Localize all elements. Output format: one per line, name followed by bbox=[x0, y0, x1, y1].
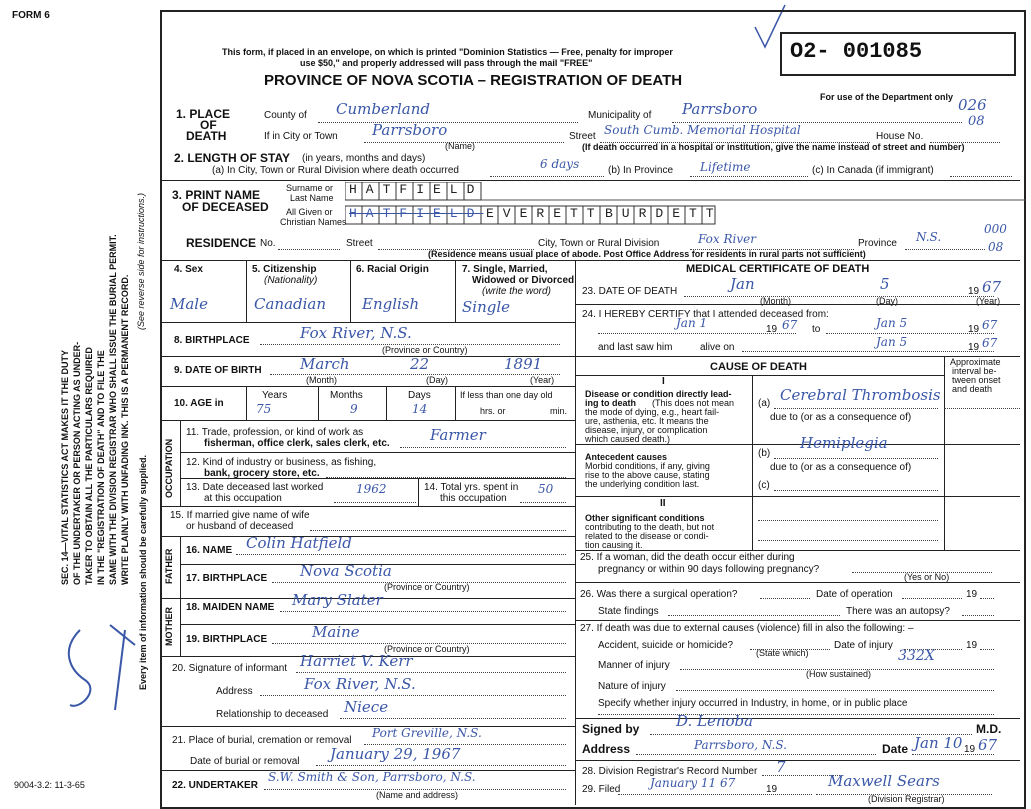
injury-19: 19 bbox=[966, 640, 978, 651]
last-saw-date[interactable]: Jan 5 bbox=[876, 335, 908, 349]
city-label: If in City or Town bbox=[264, 131, 338, 142]
disease-label-7: which caused death.) bbox=[585, 434, 671, 444]
last-saw-label: and last saw him bbox=[598, 342, 673, 353]
disease-label-4: the mode of dying, e.g., heart fail- bbox=[585, 407, 720, 417]
age-days-label: Days bbox=[408, 390, 431, 401]
woman-label-2: pregnancy or within 90 days following pregnancy? bbox=[598, 564, 820, 575]
from-19: 19 bbox=[766, 324, 778, 335]
relationship-value[interactable]: Niece bbox=[344, 698, 389, 716]
street-label: Street bbox=[569, 131, 596, 142]
side-text-2: OF THE UNDERTAKER OR PERSON ACTING AS UNDER- bbox=[72, 341, 82, 585]
sex-value[interactable]: Male bbox=[170, 295, 208, 313]
death-year-sub: (Year) bbox=[976, 296, 1001, 306]
to-label: to bbox=[812, 324, 821, 335]
other-label-2: contributing to the death, but not bbox=[585, 522, 715, 532]
burial-date-label: Date of burial or removal bbox=[190, 756, 300, 767]
side-text-8: Every item of information should be carefully supplied. bbox=[138, 454, 148, 690]
residence-city[interactable]: Fox River bbox=[698, 232, 756, 246]
filed-19: 19 bbox=[766, 784, 778, 795]
spouse-label-2: or husband of deceased bbox=[186, 521, 294, 532]
mail-notice-2: use $50," and properly addressed will pass through the mail "FREE" bbox=[300, 58, 593, 68]
stay-c-label: (c) In Canada (if immigrant) bbox=[812, 165, 934, 176]
less-label-1: If less than one day old bbox=[460, 390, 553, 400]
marital-value[interactable]: Single bbox=[462, 298, 511, 316]
city-name-sub: (Name) bbox=[445, 141, 476, 151]
medical-title: MEDICAL CERTIFICATE OF DEATH bbox=[686, 263, 870, 275]
burial-date[interactable]: January 29, 1967 bbox=[330, 745, 461, 763]
registrar-no-label: 28. Division Registrar's Record Number bbox=[582, 766, 758, 777]
undertaker-value[interactable]: S.W. Smith & Son, Parrsboro, N.S. bbox=[268, 770, 476, 784]
side-text-5: SAME WITH THE DIVISION REGISTRAR WHO SHALL ISSUE THE BURIAL PERMIT. bbox=[108, 234, 118, 585]
last-saw-year[interactable]: 67 bbox=[982, 336, 998, 350]
ink-mark bbox=[40, 610, 150, 720]
findings-label: State findings bbox=[598, 606, 659, 617]
nature-label: Nature of injury bbox=[598, 681, 666, 692]
citizenship-label: 5. Citizenship bbox=[252, 264, 317, 275]
dob-label: 9. DATE OF BIRTH bbox=[174, 365, 262, 376]
dob-year[interactable]: 1891 bbox=[504, 355, 543, 373]
cause-roman-2: II bbox=[660, 498, 666, 509]
other-label-3: related to the disease or condi- bbox=[585, 531, 709, 541]
attended-from[interactable]: Jan 1 bbox=[676, 316, 708, 330]
to-19: 19 bbox=[968, 324, 980, 335]
father-birthplace-sub: (Province or Country) bbox=[384, 582, 470, 592]
birthplace-label: 8. BIRTHPLACE bbox=[174, 335, 250, 346]
undertaker-label: 22. UNDERTAKER bbox=[172, 780, 258, 791]
age-months-label: Months bbox=[330, 390, 363, 401]
informant-sig[interactable]: Harriet V. Kerr bbox=[300, 652, 413, 670]
age-days[interactable]: 14 bbox=[412, 402, 428, 416]
surname-label-1: Surname or bbox=[286, 183, 334, 193]
less-label-3: min. bbox=[550, 406, 568, 416]
interval-label-2: interval be- bbox=[952, 366, 997, 376]
father-name[interactable]: Colin Hatfield bbox=[246, 534, 352, 552]
racial-label: 6. Racial Origin bbox=[356, 264, 429, 275]
cause-a-label: (a) bbox=[758, 398, 771, 409]
certify-label: 24. I HEREBY CERTIFY that I attended deceased from: bbox=[582, 309, 829, 320]
due-to-2: due to (or as a consequence of) bbox=[770, 462, 912, 473]
given-struck-value: HATFIELD bbox=[349, 206, 484, 221]
death-year[interactable]: 67 bbox=[982, 278, 1002, 296]
death-day-sub: (Day) bbox=[876, 296, 898, 306]
disease-label-5: ure, asthenia, etc. It means the bbox=[585, 416, 709, 426]
sig-date-label: Date bbox=[882, 742, 909, 756]
age-years[interactable]: 75 bbox=[256, 402, 272, 416]
mother-birthplace[interactable]: Maine bbox=[312, 623, 360, 641]
antecedent-label-2: Morbid conditions, if any, giving bbox=[585, 461, 710, 471]
relationship-label: Relationship to deceased bbox=[216, 709, 329, 720]
mother-birthplace-label: 19. BIRTHPLACE bbox=[186, 634, 268, 645]
surname-label-2: Last Name bbox=[290, 193, 334, 203]
residence-code-2: 08 bbox=[988, 240, 1004, 254]
residence-province[interactable]: N.S. bbox=[916, 230, 942, 244]
citizenship-sub: (Nationality) bbox=[264, 275, 318, 286]
father-side: FATHER bbox=[164, 548, 174, 584]
stay-a-label: (a) In City, Town or Rural Division where death occurred bbox=[212, 165, 459, 176]
sig-date[interactable]: Jan 10 bbox=[914, 734, 963, 752]
total-label-2: this occupation bbox=[440, 493, 507, 504]
mother-maiden-label: 18. MAIDEN NAME bbox=[186, 602, 275, 613]
stay-b-value[interactable]: Lifetime bbox=[700, 160, 751, 174]
racial-value[interactable]: English bbox=[362, 295, 420, 313]
age-label: 10. AGE in bbox=[174, 398, 224, 409]
disease-label-2: ing to death bbox=[585, 398, 636, 408]
footer-code: 9004-3.2: 11-3-65 bbox=[14, 780, 85, 790]
last-worked-value[interactable]: 1962 bbox=[356, 482, 387, 496]
dept-code-1: 026 bbox=[958, 96, 987, 114]
place-label-2: OF bbox=[200, 118, 217, 132]
dob-year-sub: (Year) bbox=[530, 375, 555, 385]
stay-sub: (in years, months and days) bbox=[302, 153, 426, 164]
injury-date-label: Date of injury bbox=[834, 640, 893, 651]
age-months[interactable]: 9 bbox=[350, 402, 358, 416]
informant-sig-label: 20. Signature of informant bbox=[172, 663, 288, 674]
manner-label: Manner of injury bbox=[598, 660, 670, 671]
manner-code: 332X bbox=[898, 648, 935, 664]
dept-code-2: 08 bbox=[968, 114, 985, 129]
how-sustained-sub: (How sustained) bbox=[806, 669, 872, 679]
residence-label: RESIDENCE bbox=[186, 236, 257, 250]
trade-label-1: 11. Trade, profession, or kind of work as bbox=[186, 427, 364, 438]
cause-b-value[interactable]: Hemiplegia bbox=[800, 434, 888, 452]
interval-label-3: tween onset bbox=[952, 375, 1001, 385]
last-worked-label-1: 13. Date deceased last worked bbox=[186, 482, 324, 493]
disease-label-6: disease, injury, or complication bbox=[585, 425, 708, 435]
state-which-sub: (State which) bbox=[756, 648, 809, 658]
marital-label-1: 7. Single, Married, bbox=[462, 264, 548, 275]
father-birthplace-label: 17. BIRTHPLACE bbox=[186, 573, 268, 584]
last-worked-label-2: at this occupation bbox=[204, 493, 282, 504]
burial-place[interactable]: Port Greville, N.S. bbox=[372, 726, 482, 740]
attended-to-year[interactable]: 67 bbox=[982, 318, 998, 332]
stay-a-value[interactable]: 6 days bbox=[540, 157, 580, 171]
attended-from-year[interactable]: 67 bbox=[782, 318, 798, 332]
death-month-sub: (Month) bbox=[760, 296, 792, 306]
filed-date[interactable]: January 11 67 bbox=[650, 776, 736, 790]
undertaker-sub: (Name and address) bbox=[376, 790, 459, 800]
dob-day[interactable]: 22 bbox=[410, 355, 430, 373]
cause-roman-1: I bbox=[662, 376, 665, 387]
external-label: 27. If death was due to external causes (violence) fill in also the following: – bbox=[580, 623, 914, 634]
industry-label-1: 12. Kind of industry or business, as fishing, bbox=[186, 457, 377, 468]
surgical-label: 26. Was there a surgical operation? bbox=[580, 589, 738, 600]
place-note: (If death occurred in a hospital or institution, give the name instead of street and number) bbox=[582, 142, 965, 152]
death-date-label: 23. DATE OF DEATH bbox=[582, 286, 678, 297]
autopsy-label: There was an autopsy? bbox=[846, 606, 950, 617]
antecedent-label-4: the underlying condition last. bbox=[585, 479, 700, 489]
residence-no-label: No. bbox=[260, 238, 276, 249]
mother-side: MOTHER bbox=[164, 607, 174, 646]
antecedent-label-1: Antecedent causes bbox=[585, 452, 668, 462]
due-to-1: due to (or as a consequence of) bbox=[770, 412, 912, 423]
name-label-2: OF DECEASED bbox=[182, 200, 269, 214]
accident-label: Accident, suicide or homicide? bbox=[598, 640, 734, 651]
cause-a-value[interactable]: Cerebral Thrombosis bbox=[780, 386, 941, 404]
interval-label-4: and death bbox=[952, 384, 993, 394]
signed-label: Signed by bbox=[582, 722, 640, 736]
total-value[interactable]: 50 bbox=[538, 482, 554, 496]
death-month[interactable]: Jan bbox=[730, 275, 755, 293]
side-text-7: (See reverse side for instructions.) bbox=[136, 192, 146, 330]
given-name-1[interactable]: EVERETT bbox=[486, 206, 604, 221]
county-value[interactable]: Cumberland bbox=[336, 100, 431, 118]
woman-label-1: 25. If a woman, did the death occur either during bbox=[580, 552, 795, 563]
mother-birthplace-sub: (Province or Country) bbox=[384, 644, 470, 654]
given-label-2: Christian Names bbox=[280, 217, 347, 227]
sig-year[interactable]: 67 bbox=[978, 736, 998, 754]
registrar-signature[interactable]: Maxwell Sears bbox=[828, 772, 940, 790]
op-19: 19 bbox=[966, 589, 978, 600]
father-name-label: 16. NAME bbox=[186, 545, 233, 556]
cause-b-label: (b) bbox=[758, 448, 771, 459]
place-label-1: 1. PLACE bbox=[176, 107, 231, 121]
physician-address-label: Address bbox=[582, 742, 631, 756]
spouse-label-1: 15. If married give name of wife bbox=[170, 510, 310, 521]
disease-label-1: Disease or condition directly lead- bbox=[585, 389, 732, 399]
total-label-1: 14. Total yrs. spent in bbox=[424, 482, 519, 493]
marital-label-3: (write the word) bbox=[482, 286, 551, 297]
name-label-1: 3. PRINT NAME bbox=[172, 188, 261, 202]
informant-address[interactable]: Fox River, N.S. bbox=[304, 675, 416, 693]
physician-signature[interactable]: D. Lenoba bbox=[676, 712, 754, 730]
antecedent-label-3: rise to the above cause, stating bbox=[585, 470, 710, 480]
mother-maiden[interactable]: Mary Slater bbox=[292, 591, 383, 609]
registration-number: O2- 001085 bbox=[790, 39, 923, 64]
birthplace-value[interactable]: Fox River, N.S. bbox=[300, 324, 412, 342]
md-label: M.D. bbox=[976, 722, 1002, 736]
other-label-1: Other significant conditions bbox=[585, 513, 705, 523]
registrar-no[interactable]: 7 bbox=[776, 758, 786, 776]
sex-label: 4. Sex bbox=[174, 264, 203, 275]
occupation-side: OCCUPATION bbox=[164, 438, 174, 498]
less-label-2: hrs. or bbox=[480, 406, 506, 416]
municipality-label: Municipality of bbox=[588, 110, 652, 121]
burial-place-label: 21. Place of burial, cremation or removal bbox=[172, 735, 352, 746]
filed-label: 29. Filed bbox=[582, 784, 621, 795]
dept-use-label: For use of the Department only bbox=[820, 92, 954, 102]
dob-day-sub: (Day) bbox=[426, 375, 448, 385]
residence-city-label: City, Town or Rural Division bbox=[538, 238, 660, 249]
side-text-6: WRITE PLAINLY WITH UNFADING INK. THIS IS A PERMANENT RECORD. bbox=[120, 274, 130, 585]
given-name-2[interactable]: BURDETT bbox=[605, 206, 723, 221]
side-text-3: TAKER TO OBTAIN ALL THE PARTICULARS REQUIRED bbox=[84, 347, 94, 585]
form-title: PROVINCE OF NOVA SCOTIA – REGISTRATION OF DEATH bbox=[264, 72, 683, 89]
marital-label-2: Widowed or Divorced bbox=[472, 275, 575, 286]
interval-label-1: Approximate bbox=[950, 357, 1001, 367]
residence-note: (Residence means usual place of abode. Post Office Address for residents in rural parts not sufficient) bbox=[428, 249, 866, 259]
yes-no-sub: (Yes or No) bbox=[904, 572, 950, 582]
stay-label: 2. LENGTH OF STAY bbox=[174, 151, 291, 165]
attended-to[interactable]: Jan 5 bbox=[876, 316, 908, 330]
trade-value[interactable]: Farmer bbox=[430, 426, 486, 444]
death-day[interactable]: 5 bbox=[880, 275, 890, 293]
place-label-3: DEATH bbox=[186, 129, 227, 143]
city-value[interactable]: Parrsboro bbox=[372, 121, 448, 139]
dob-month[interactable]: March bbox=[300, 355, 350, 373]
surname-value[interactable]: HATFIELD bbox=[349, 182, 484, 197]
alive-label: alive on bbox=[700, 342, 735, 353]
sig-19: 19 bbox=[964, 744, 976, 755]
dob-month-sub: (Month) bbox=[306, 375, 338, 385]
father-birthplace[interactable]: Nova Scotia bbox=[300, 562, 392, 580]
citizenship-value[interactable]: Canadian bbox=[254, 295, 327, 313]
other-label-4: tion causing it. bbox=[585, 540, 643, 550]
side-text-4: IN THE "REGISTRATION OF DEATH" AND TO FILE THE bbox=[96, 350, 106, 585]
residence-street-label: Street bbox=[346, 238, 373, 249]
given-label-1: All Given or bbox=[286, 207, 333, 217]
trade-label-2: fisherman, office clerk, sales clerk, etc. bbox=[204, 438, 390, 449]
county-label: County of bbox=[264, 110, 307, 121]
disease-label-3: (This does not mean bbox=[652, 398, 735, 408]
birthplace-sub: (Province or Country) bbox=[382, 345, 468, 355]
last-saw-19: 19 bbox=[968, 342, 980, 353]
death-19: 19 bbox=[968, 286, 980, 297]
mail-notice-1: This form, if placed in an envelope, on which is printed "Dominion Statistics — Free, penalty for improper bbox=[222, 47, 673, 57]
side-text-1: SEC. 14—VITAL STATISTICS ACT MAKES IT THE DUTY bbox=[60, 349, 70, 585]
residence-province-label: Province bbox=[858, 238, 897, 249]
municipality-value[interactable]: Parrsboro bbox=[682, 100, 758, 118]
op-date-label: Date of operation bbox=[816, 589, 893, 600]
registrar-sub: (Division Registrar) bbox=[868, 794, 945, 804]
cause-c-label: (c) bbox=[758, 480, 770, 491]
industry-label-2: bank, grocery store, etc. bbox=[204, 468, 320, 479]
cause-title: CAUSE OF DEATH bbox=[710, 361, 807, 373]
specify-label: Specify whether injury occurred in Industry, in home, or in public place bbox=[598, 698, 908, 709]
age-years-label: Years bbox=[262, 390, 288, 401]
street-value[interactable]: South Cumb. Memorial Hospital bbox=[604, 123, 801, 137]
informant-address-label: Address bbox=[216, 686, 253, 697]
physician-address[interactable]: Parrsboro, N.S. bbox=[694, 738, 787, 752]
form-label: FORM 6 bbox=[12, 10, 50, 21]
house-label: House No. bbox=[876, 131, 924, 142]
stay-b-label: (b) In Province bbox=[608, 165, 674, 176]
residence-code-1: 000 bbox=[984, 222, 1007, 236]
